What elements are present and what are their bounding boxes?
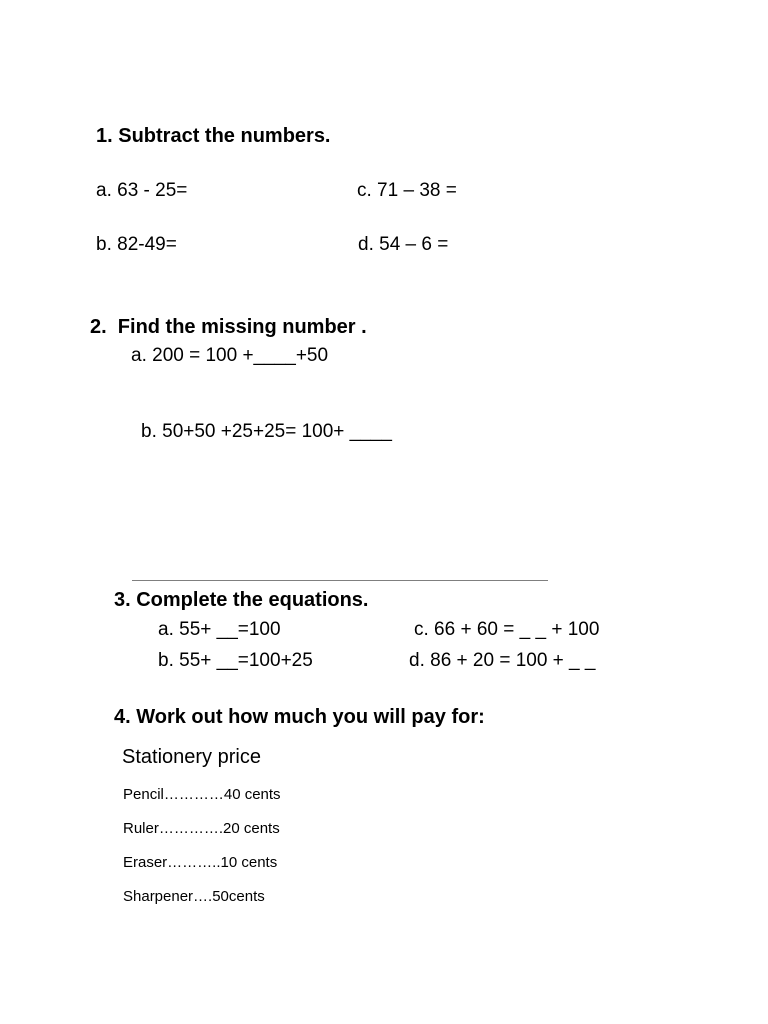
q3-item-c: c. 66 + 60 = _ _ + 100 (414, 619, 600, 640)
q4-subheading: Stationery price (122, 746, 261, 768)
q1-item-d: d. 54 – 6 = (358, 234, 449, 255)
price-item-eraser: Eraser………..10 cents (123, 854, 278, 871)
q3-item-a: a. 55+ __=100 (158, 619, 281, 640)
q2-item-b: b. 50+50 +25+25= 100+ ____ (141, 421, 392, 442)
q1-heading: 1. Subtract the numbers. (96, 125, 331, 147)
q1-item-c: c. 71 – 38 = (357, 180, 457, 201)
price-item-ruler: Ruler………….20 cents (123, 820, 280, 837)
q3-heading: 3. Complete the equations. (114, 589, 369, 611)
price-item-sharpener: Sharpener….50cents (123, 888, 265, 905)
q3-item-d: d. 86 + 20 = 100 + _ _ (409, 650, 596, 671)
divider-line (132, 580, 548, 581)
q2-item-a: a. 200 = 100 +____+50 (131, 345, 329, 366)
q2-heading: 2. Find the missing number . (90, 316, 367, 338)
q1-item-b: b. 82-49= (96, 234, 177, 255)
q3-item-b: b. 55+ __=100+25 (158, 650, 313, 671)
price-item-pencil: Pencil…………40 cents (123, 786, 281, 803)
q4-heading: 4. Work out how much you will pay for: (114, 706, 485, 728)
q1-item-a: a. 63 - 25= (96, 180, 188, 201)
